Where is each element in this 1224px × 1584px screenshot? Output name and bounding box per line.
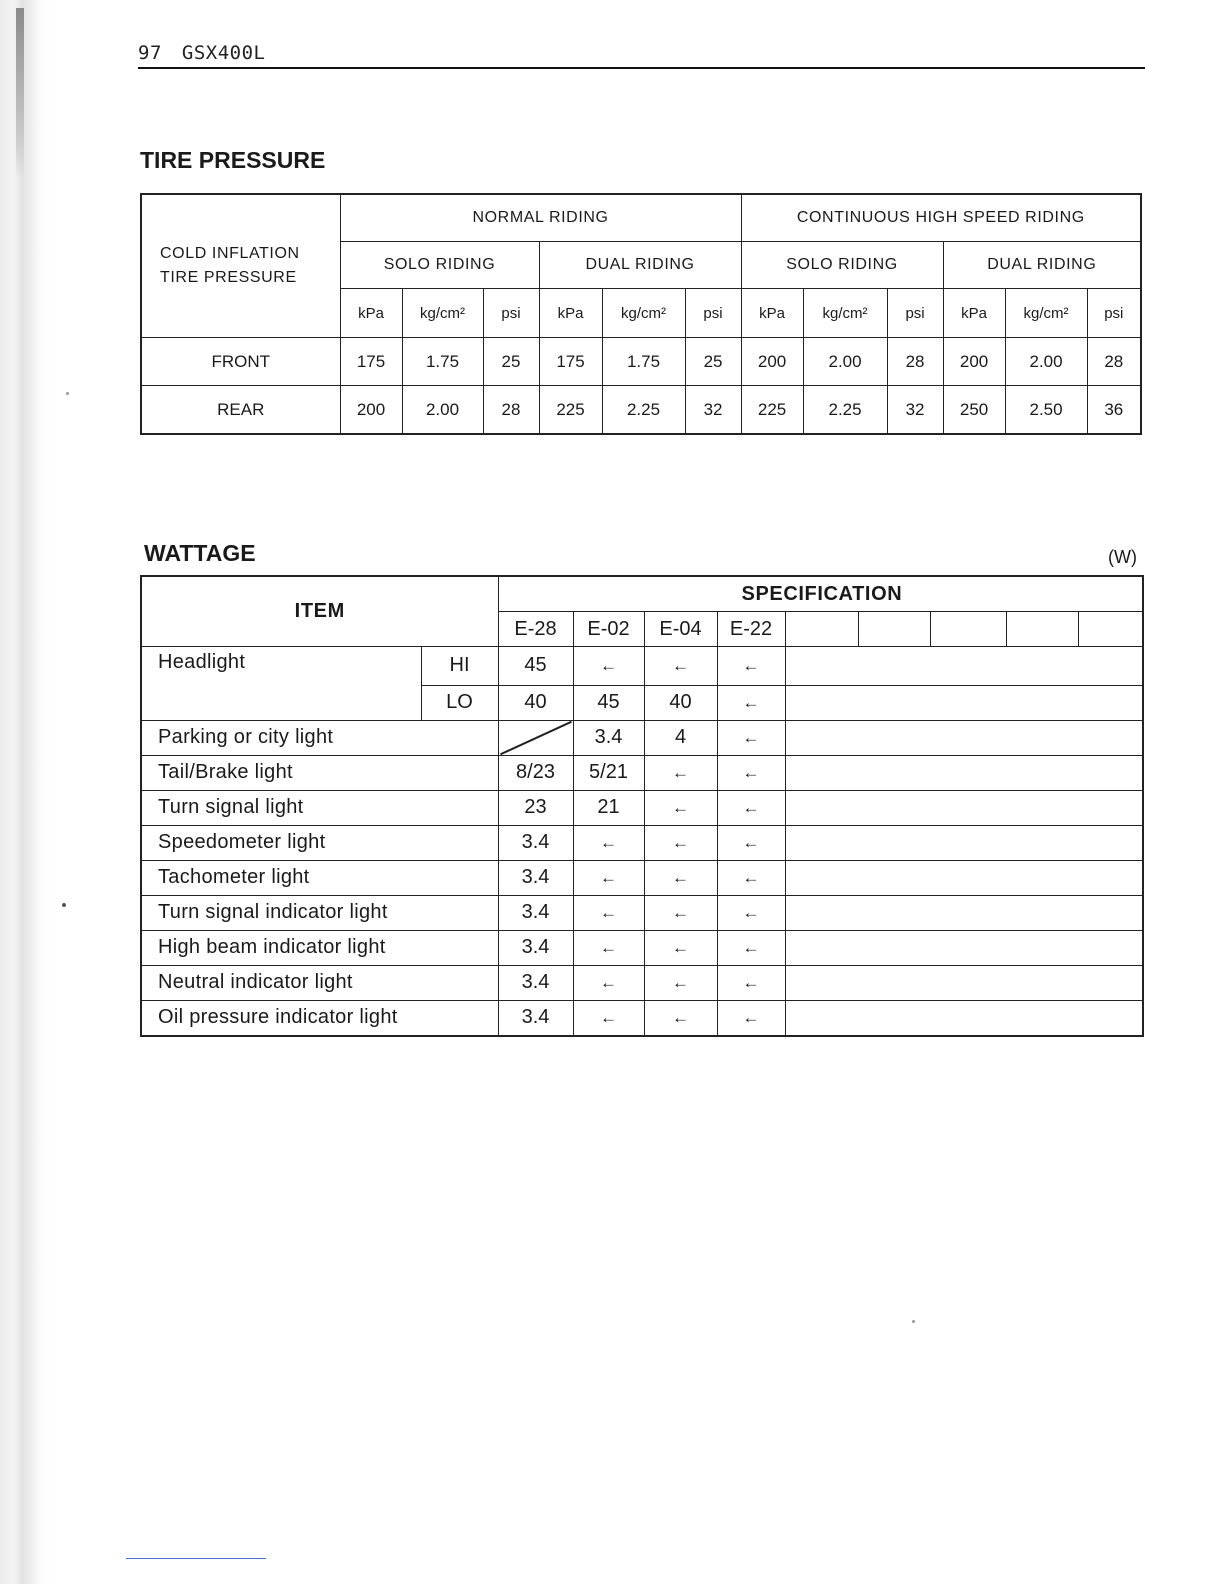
diagonal-slash-icon — [499, 721, 573, 755]
headlight-label-continued — [141, 685, 421, 720]
headlight-hi-label: HI — [421, 647, 498, 686]
empty-cell — [785, 755, 1143, 790]
wattage-row — [141, 720, 1143, 755]
cell-value: ← — [717, 720, 785, 755]
scan-edge-line — [126, 1558, 266, 1559]
cell-value: 8/23 — [498, 755, 573, 790]
cell-value: ← — [644, 790, 717, 825]
unit-psi: psi — [685, 289, 741, 338]
cell-value: ← — [573, 930, 644, 965]
cell-value: 28 — [483, 386, 539, 435]
cell-value: 2.00 — [1005, 338, 1087, 386]
empty-cell — [785, 685, 1143, 720]
cell-value: 1.75 — [602, 338, 685, 386]
cell-value: 4 — [644, 720, 717, 755]
empty-cell — [785, 930, 1143, 965]
cell-value: 2.25 — [803, 386, 887, 435]
page-header — [138, 42, 265, 64]
cell-value: 1.75 — [402, 338, 483, 386]
cell-value: ← — [573, 1000, 644, 1036]
cell-value: 28 — [1087, 338, 1141, 386]
item-header: ITEM — [141, 576, 498, 647]
cell-value: 40 — [498, 685, 573, 720]
cell-value: ← — [573, 965, 644, 1000]
row-label: Neutral indicator light — [141, 965, 498, 1000]
wattage-row — [141, 930, 1143, 965]
binding-dark-edge — [16, 8, 24, 178]
cell-value: 2.00 — [402, 386, 483, 435]
wattage-row-headlight-lo — [141, 685, 1143, 720]
cold-inflation-line2: TIRE PRESSURE — [160, 269, 297, 286]
column-e22: E-22 — [717, 612, 785, 647]
cell-value: ← — [573, 860, 644, 895]
column-e28: E-28 — [498, 612, 573, 647]
cell-value: ← — [717, 930, 785, 965]
cell-value: 200 — [741, 338, 803, 386]
wattage-row — [141, 895, 1143, 930]
cell-value: 225 — [741, 386, 803, 435]
cell-value: 2.00 — [803, 338, 887, 386]
subgroup-highspeed-solo: SOLO RIDING — [741, 242, 943, 289]
cell-value: 3.4 — [498, 895, 573, 930]
unit-kpa: kPa — [539, 289, 602, 338]
wattage-row — [141, 790, 1143, 825]
cell-value: 250 — [943, 386, 1005, 435]
cell-value: 2.50 — [1005, 386, 1087, 435]
cold-inflation-line1: COLD INFLATION — [160, 245, 300, 262]
wattage-row — [141, 965, 1143, 1000]
model-name: GSX400L — [181, 42, 266, 64]
unit-kgcm2: kg/cm² — [1005, 289, 1087, 338]
cell-value: 45 — [498, 647, 573, 686]
cell-value: ← — [717, 895, 785, 930]
unit-psi: psi — [1087, 289, 1141, 338]
empty-cell — [785, 1000, 1143, 1036]
cell-value: ← — [717, 685, 785, 720]
cell-value: 200 — [340, 386, 402, 435]
cell-value: 225 — [539, 386, 602, 435]
cell-value: 28 — [887, 338, 943, 386]
unit-kgcm2: kg/cm² — [402, 289, 483, 338]
specification-header: SPECIFICATION — [498, 576, 1143, 612]
empty-column — [930, 612, 1006, 647]
cell-value: ← — [644, 755, 717, 790]
cell-value: ← — [573, 825, 644, 860]
cell-value: 3.4 — [498, 965, 573, 1000]
empty-cell — [785, 825, 1143, 860]
empty-cell — [785, 790, 1143, 825]
wattage-row — [141, 825, 1143, 860]
empty-cell — [785, 720, 1143, 755]
empty-column — [785, 612, 858, 647]
unit-psi: psi — [483, 289, 539, 338]
group-normal-riding: NORMAL RIDING — [340, 194, 741, 242]
cell-value: 175 — [340, 338, 402, 386]
tire-pressure-title: TIRE PRESSURE — [140, 147, 326, 173]
row-label: Tachometer light — [141, 860, 498, 895]
cell-value: ← — [717, 647, 785, 686]
row-label-front: FRONT — [141, 338, 340, 386]
empty-column — [858, 612, 930, 647]
cell-value: ← — [644, 895, 717, 930]
subgroup-normal-solo: SOLO RIDING — [340, 242, 539, 289]
cell-value: ← — [644, 965, 717, 1000]
tire-row-rear — [141, 386, 1141, 435]
cell-value: ← — [717, 755, 785, 790]
wattage-title: WATTAGE — [144, 540, 256, 566]
cell-value: 36 — [1087, 386, 1141, 435]
group-high-speed-riding: CONTINUOUS HIGH SPEED RIDING — [741, 194, 1141, 242]
not-applicable-cell — [498, 720, 573, 755]
cell-value: ← — [717, 1000, 785, 1036]
row-label: Speedometer light — [141, 825, 498, 860]
cell-value: ← — [644, 825, 717, 860]
empty-column — [1006, 612, 1078, 647]
row-label: Parking or city light — [141, 720, 498, 755]
cell-value: 23 — [498, 790, 573, 825]
wattage-table — [140, 575, 1144, 1037]
cell-value: ← — [644, 930, 717, 965]
cell-value: 3.4 — [573, 720, 644, 755]
cell-value: ← — [717, 790, 785, 825]
column-e04: E-04 — [644, 612, 717, 647]
book-binding-shadow — [0, 0, 52, 1584]
cell-value: ← — [573, 895, 644, 930]
wattage-row — [141, 755, 1143, 790]
row-label: High beam indicator light — [141, 930, 498, 965]
wattage-row-headlight-hi — [141, 647, 1143, 686]
cell-value: 32 — [887, 386, 943, 435]
cell-value: ← — [644, 647, 717, 686]
scan-speck — [62, 903, 66, 907]
empty-cell — [785, 860, 1143, 895]
cell-value: ← — [573, 647, 644, 686]
empty-column — [1078, 612, 1143, 647]
page-number: 97 — [138, 42, 162, 64]
cell-value: 5/21 — [573, 755, 644, 790]
cell-value: 200 — [943, 338, 1005, 386]
unit-kpa: kPa — [741, 289, 803, 338]
header-rule — [138, 67, 1145, 69]
row-label: Turn signal light — [141, 790, 498, 825]
cell-value: 25 — [483, 338, 539, 386]
cold-inflation-label — [141, 194, 340, 338]
cell-value: 3.4 — [498, 930, 573, 965]
cell-value: 3.4 — [498, 1000, 573, 1036]
unit-kpa: kPa — [943, 289, 1005, 338]
tire-pressure-table — [140, 193, 1142, 435]
cell-value: 45 — [573, 685, 644, 720]
cell-value: 2.25 — [602, 386, 685, 435]
row-label: Oil pressure indicator light — [141, 1000, 498, 1036]
cell-value: 21 — [573, 790, 644, 825]
subgroup-highspeed-dual: DUAL RIDING — [943, 242, 1141, 289]
cell-value: ← — [644, 860, 717, 895]
unit-kgcm2: kg/cm² — [803, 289, 887, 338]
wattage-row — [141, 1000, 1143, 1036]
tire-row-front — [141, 338, 1141, 386]
wattage-unit: (W) — [1108, 547, 1137, 567]
headlight-label: Headlight — [141, 647, 421, 686]
cell-value: ← — [717, 860, 785, 895]
row-label: Turn signal indicator light — [141, 895, 498, 930]
column-e02: E-02 — [573, 612, 644, 647]
cell-value: ← — [717, 965, 785, 1000]
empty-cell — [785, 647, 1143, 686]
scan-speck — [66, 392, 69, 395]
scan-speck — [912, 1320, 915, 1323]
cell-value: 175 — [539, 338, 602, 386]
wattage-row — [141, 860, 1143, 895]
cell-value: ← — [717, 825, 785, 860]
empty-cell — [785, 895, 1143, 930]
unit-psi: psi — [887, 289, 943, 338]
empty-cell — [785, 965, 1143, 1000]
cell-value: 3.4 — [498, 825, 573, 860]
unit-kgcm2: kg/cm² — [602, 289, 685, 338]
cell-value: 25 — [685, 338, 741, 386]
cell-value: 3.4 — [498, 860, 573, 895]
subgroup-normal-dual: DUAL RIDING — [539, 242, 741, 289]
unit-kpa: kPa — [340, 289, 402, 338]
headlight-lo-label: LO — [421, 685, 498, 720]
row-label-rear: REAR — [141, 386, 340, 435]
row-label: Tail/Brake light — [141, 755, 498, 790]
cell-value: 32 — [685, 386, 741, 435]
cell-value: 40 — [644, 685, 717, 720]
cell-value: ← — [644, 1000, 717, 1036]
